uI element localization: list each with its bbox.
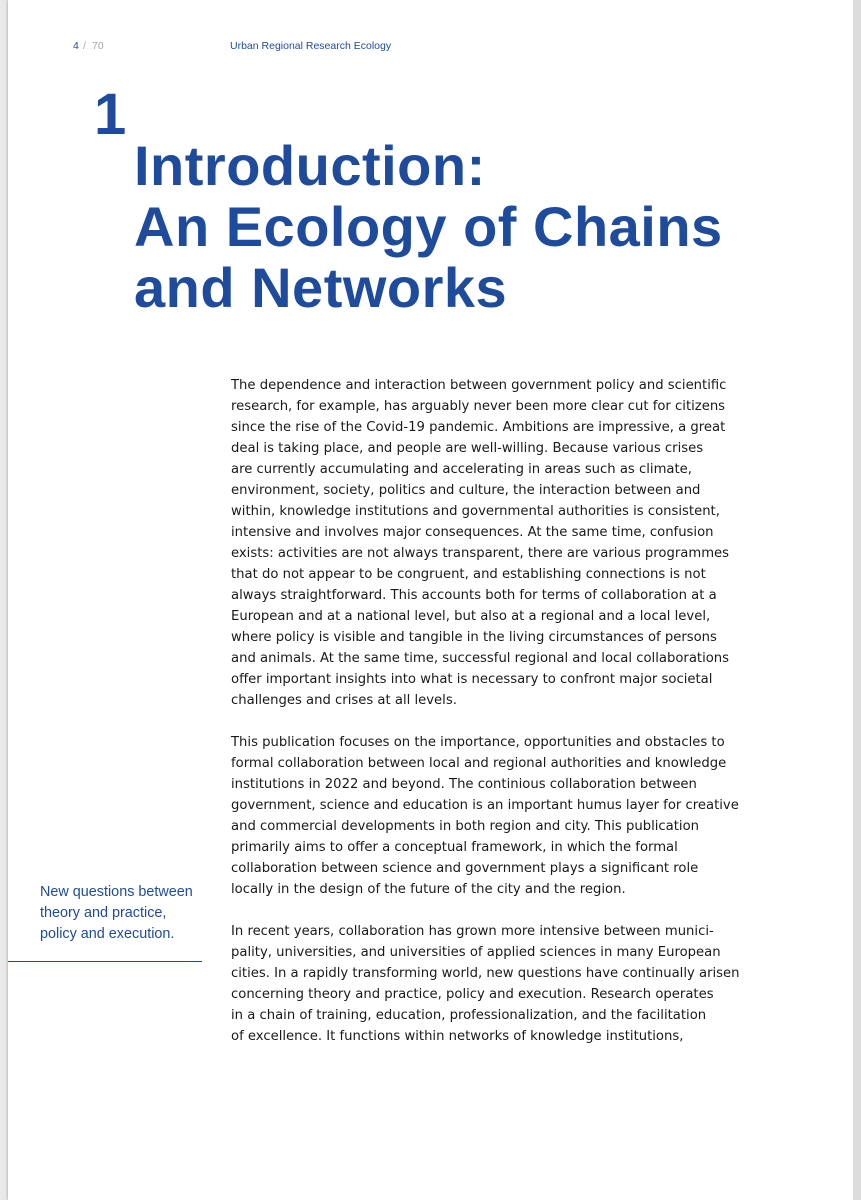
paragraph-line: always straightforward. This accounts both for terms of collaboration at a	[231, 588, 717, 603]
paragraph-gap	[231, 900, 771, 921]
paragraph-line: The dependence and interaction between government policy and scientific	[231, 378, 727, 393]
document-page	[8, 0, 853, 1200]
paragraph-line: that do not appear to be congruent, and establishing connections is not	[231, 567, 706, 582]
paragraph-line: deal is taking place, and people are well-willing. Because various crises	[231, 441, 704, 456]
paragraph-gap	[231, 711, 771, 732]
paragraph-line: of excellence. It functions within networks of knowledge institutions,	[231, 1029, 684, 1044]
paragraph-line: locally in the design of the future of the city and the region.	[231, 882, 626, 897]
paragraph-line: research, for example, has arguably never been more clear cut for citizens	[231, 399, 726, 414]
chapter-title-line: Introduction:	[134, 134, 486, 197]
page-header	[8, 40, 853, 54]
sidenote-divider	[8, 961, 202, 962]
paragraph-line: In recent years, collaboration has grown more intensive between munici-	[231, 924, 714, 939]
sidenote-line: theory and practice,	[40, 905, 167, 921]
paragraph-line: offer important insights into what is necessary to confront major societal	[231, 672, 713, 687]
paragraph-line: primarily aims to offer a conceptual framework, in which the formal	[231, 840, 678, 855]
page-number-current: 4	[73, 40, 79, 52]
paragraph-line: in a chain of training, education, professionalization, and the facilitation	[231, 1008, 707, 1023]
paragraph-line: pality, universities, and universities of applied sciences in many European	[231, 945, 721, 960]
paragraph-line: and commercial developments in both region and city. This publication	[231, 819, 699, 834]
paragraph	[231, 375, 771, 711]
chapter-number: 1	[94, 82, 127, 147]
paragraph	[231, 921, 771, 1047]
paragraph-line: where policy is visible and tangible in the living circumstances of persons	[231, 630, 717, 645]
chapter-title	[134, 135, 834, 318]
paragraph-line: This publication focuses on the importance, opportunities and obstacles to	[231, 735, 725, 750]
paragraph-line: within, knowledge institutions and governmental authorities is consistent,	[231, 504, 720, 519]
viewer-margin	[853, 0, 861, 1200]
paragraph-line: intensive and involves major consequences. At the same time, confusion	[231, 525, 714, 540]
running-title: Urban Regional Research Ecology	[230, 40, 392, 52]
paragraph-line: since the rise of the Covid-19 pandemic. Ambitions are impressive, a great	[231, 420, 726, 435]
paragraph-line: environment, society, politics and culture, the interaction between and	[231, 483, 701, 498]
paragraph-line: concerning theory and practice, policy and execution. Research operates	[231, 987, 714, 1002]
paragraph-line: and animals. At the same time, successful regional and local collaborations	[231, 651, 730, 666]
paragraph-line: cities. In a rapidly transforming world, new questions have continually arisen	[231, 966, 740, 981]
paragraph-line: institutions in 2022 and beyond. The continious collaboration between	[231, 777, 697, 792]
paragraph-line: collaboration between science and government plays a significant role	[231, 861, 699, 876]
paragraph-line: European and at a national level, but also at a regional and a local level,	[231, 609, 711, 624]
paragraph-line: government, science and education is an important humus layer for creative	[231, 798, 739, 813]
chapter-title-line: and Networks	[134, 256, 508, 319]
paragraph-line: formal collaboration between local and regional authorities and knowledge	[231, 756, 727, 771]
sidenote-line: New questions between	[40, 884, 193, 900]
sidenote-line: policy and execution.	[40, 926, 175, 942]
sidenote	[40, 882, 210, 945]
body-text	[231, 375, 771, 1047]
page-number-separator: /	[83, 40, 86, 52]
paragraph	[231, 732, 771, 900]
page-number-total: 70	[92, 40, 104, 52]
chapter-title-line: An Ecology of Chains	[134, 195, 723, 258]
paragraph-line: exists: activities are not always transparent, there are various programmes	[231, 546, 730, 561]
paragraph-line: are currently accumulating and accelerating in areas such as climate,	[231, 462, 692, 477]
paragraph-line: challenges and crises at all levels.	[231, 693, 457, 708]
